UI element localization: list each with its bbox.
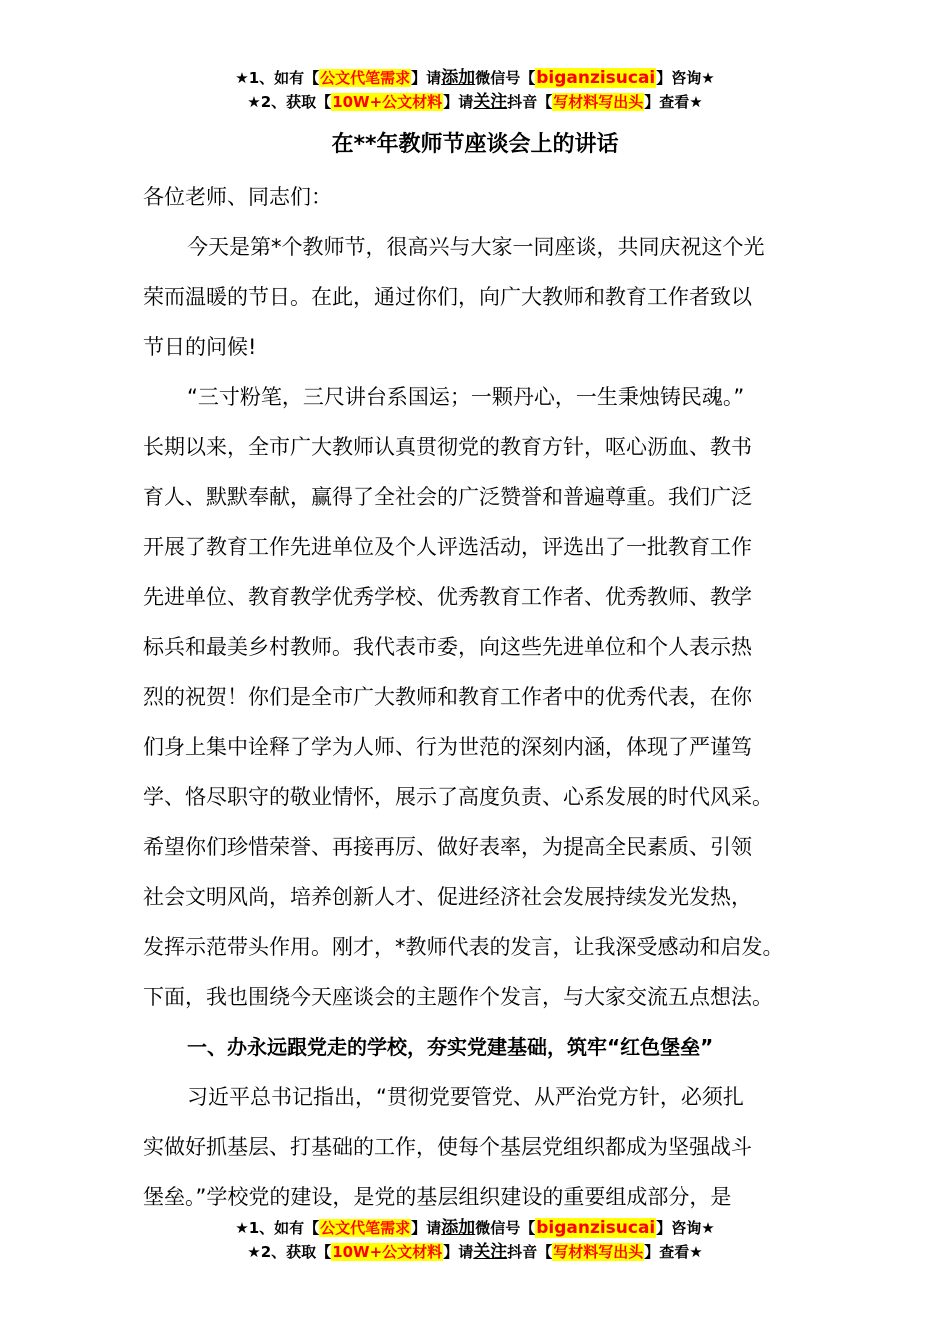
highlight-douyin-account: 写材料写出头 <box>553 1243 644 1261</box>
highlight-douyin-account: 写材料写出头 <box>553 93 644 111</box>
banner-line-1: ★1、如有【公文代笔需求】请添加微信号【biganzisucai】咨询★ <box>235 68 715 88</box>
section-heading-1: 一、办永远跟党走的学校，夯实党建基础，筑牢“红色堡垒” <box>187 1035 714 1059</box>
banner-line-1: ★1、如有【公文代笔需求】请添加微信号【biganzisucai】咨询★ <box>235 1218 715 1238</box>
highlight-wechat-id: biganzisucai <box>536 1218 656 1238</box>
banner-line-2: ★2、获取【10W+公文材料】请关注抖音【写材料写出头】查看★ <box>247 92 703 112</box>
highlight-materials: 10W+公文材料 <box>332 93 443 111</box>
document-title: 在**年教师节座谈会上的讲话 <box>331 132 619 157</box>
highlight-writing-service: 公文代笔需求 <box>320 69 411 87</box>
paragraph-2: “三寸粉笔，三尺讲台系国运；一颗丹心，一生秉烛铸民魂。” 长期以来，全市广大教师认真贯彻党的教育方针，呕心沥血、教书 育人、默默奉献，赢得了全社会的广泛赞誉和普遍尊重。我们广泛 开展了教育工作先进单位及个人评选活动，评选出了一批教育工作 先进单位、教育教学优秀学校、优秀教育工作者、优秀教师、教学 标兵和最美乡村教师。我代表市委，向这些先进单位和个人表示热 烈的祝贺！你们是全市广大教师和教育工作者中的优秀代表，在你 们身上集中诠释了学为人师、行为世范的深刻内涵，体现了严谨笃 学、恪尽职守的敬业情怀，展示了高度负责、心系发展的时代风采。 希望你们珍惜荣誉、再接再厉、做好表率，为提高全民素质、引领 社会文明风尚，培养创新人才、促进经济社会发展持续发光发热， 发挥示范带头作用。刚才，*教师代表的发言，让我深受感动和启发。 下面，我也围绕今天座谈会的主题作个发言，与大家交流五点想法。 <box>143 385 784 1009</box>
banner-line-2: ★2、获取【10W+公文材料】请关注抖音【写材料写出头】查看★ <box>247 1242 703 1262</box>
footer-banner <box>0 1216 950 1264</box>
salutation: 各位老师、同志们： <box>143 185 332 209</box>
paragraph-3: 习近平总书记指出，“贯彻党要管党、从严治党方针，必须扎 实做好抓基层、打基础的工作，使每个基层党组织都成为坚强战斗 堡垒。”学校党的建设，是党的基层组织建设的重要组成部分，是 <box>143 1085 752 1209</box>
highlight-wechat-id: biganzisucai <box>536 68 656 88</box>
highlight-writing-service: 公文代笔需求 <box>320 1219 411 1237</box>
highlight-materials: 10W+公文材料 <box>332 1243 443 1261</box>
document-body <box>143 172 815 1222</box>
paragraph-1: 今天是第*个教师节，很高兴与大家一同座谈，共同庆祝这个光 荣而温暖的节日。在此，通过你们，向广大教师和教育工作者致以 节日的问候! <box>143 235 765 359</box>
header-banner <box>0 66 950 114</box>
